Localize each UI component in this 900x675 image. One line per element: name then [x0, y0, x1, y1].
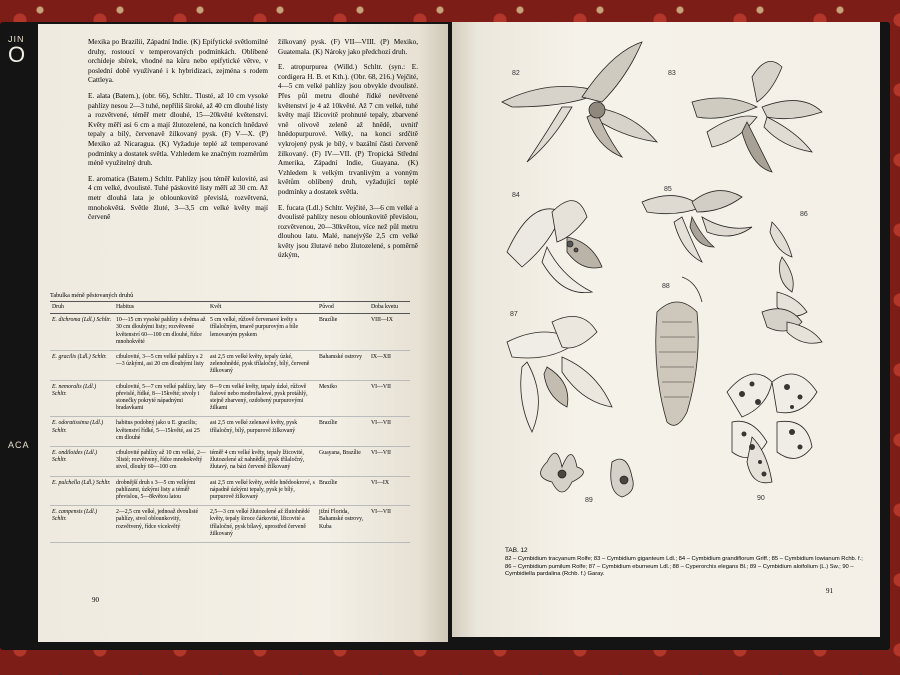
cell-habitus: cibulovité, 3—5 cm velké pahlízy s 2—3 úzkými, asi 20 cm dlouhými listy: [114, 351, 208, 381]
cell-doba: VI—VII: [369, 380, 410, 417]
cell-habitus: drobnější druh s 3—5 cm velkými pahlízami, úzkými listy a téměř převislou, 5—8květou latou: [114, 476, 208, 506]
paragraph: E. fucata (Ldl.) Schltr. Vejčité, 3—6 cm velké a dvoulisté pahlízy nesou oblounkovitě převislou, rozvětvenou, 20—30květou, více než půl metru dlouhou latu. Malé, nanejvýše 2,5 cm velké květy jsou žlutavé nebo žlutozelené, s poměrně úzkým,: [278, 203, 418, 260]
cell-doba: VI—VII: [369, 417, 410, 447]
left-cover-bleed: [8, 36, 38, 596]
figure-number: 86: [800, 211, 808, 218]
orchid-illustrations: [452, 22, 880, 542]
cell-druh: E. dichroma (Ldl.) Schltr.: [50, 314, 114, 351]
caption-text: 82 – Cymbidium tracyanum Rolfe; 83 – Cymbidium giganteum Ldl.; 84 – Cymbidium grandiflorum Griff.; 85 – Cymbidium lowianum Rchb. f.; 86 – Cymbidium pumilum Rolfe; 87 – Cymbidium eburneum Ldl.; 88 – Cyperorchis elegans Bl.; 89 – Cymbidium aloifolium (L.) Sw.; 90 – Cymbidiella pardalina (Rchb. f.) Garay.: [505, 555, 863, 578]
figure-number: 85: [664, 186, 672, 193]
species-table: [50, 301, 410, 543]
paragraph: žilkovaný pysk. (F) VII—VIII. (P) Mexiko, Guatemala. (K) Nároky jako předchozí druh.: [278, 38, 418, 56]
figure-number: 87: [510, 311, 518, 318]
table-row: [50, 380, 410, 417]
orchid-84-illustration: [507, 201, 602, 293]
col-header-kvet: Květ: [208, 302, 317, 314]
col-header-druh: Druh: [50, 302, 114, 314]
table-row: [50, 351, 410, 381]
table-row: [50, 506, 410, 543]
cell-habitus: 2—2,5 cm velké, jednoaž dvoulisté pahlízy, stvol oblounkovitý, rozvětvený, řídce vícekvětý: [114, 506, 208, 543]
table-header-row: [50, 302, 410, 314]
table-row: [50, 417, 410, 447]
figure-number: 89: [585, 497, 593, 504]
cell-doba: VI—VII: [369, 506, 410, 543]
table-row: [50, 476, 410, 506]
orchid-89-illustration: [541, 453, 634, 497]
cell-habitus: cibulovité pahlízy až 10 cm velké, 2—3listé; rozvětvený, řídce mnohokvětý stvol, dlouhý 60—100 cm: [114, 447, 208, 477]
figure-number: 84: [512, 192, 520, 199]
cell-doba: IX—XII: [369, 351, 410, 381]
cell-druh: E. ondiloides (Ldl.) Schltr.: [50, 447, 114, 477]
cell-puvod: Brazílie: [317, 476, 369, 506]
paragraph: Mexika po Brazílii, Západní Indie. (K) Epifytické světlomilné druhy, rostoucí v temperovaných podmínkách. Oblíbené orchideje sbírek, vhodné na kůru nebo epifytické větve, v poslední době využívané i k hybridizaci, zejména s rodem Cattleya.: [88, 38, 268, 85]
figure-number: 82: [512, 70, 520, 77]
cell-habitus: 10—15 cm vysoké pahlízy s dvěma až 30 cm dlouhými listy; rozvětvené květenství 60—100 cm dlouhé, řídce mnohokvěté: [114, 314, 208, 351]
orchid-86-illustration: [762, 222, 822, 343]
paragraph: E. alata (Batem.), (obr. 66), Schltr.. Tlusté, až 10 cm vysoké pahlízy nesou 2—3 tuhé, nepříliš široké, až 40 cm dlouhé listy a rozvětvené, téměř metr dlouhé, 15—20květé květenství. Květy měří asi 6 cm a mají žlutozelené, na koncích hnědavé tepaly a bílý, červenavě žilkovaný pysk. (F) V—X. (P) Mexiko až Nicaragua. (K) Vyžaduje teplé až temperované podmínky a dostatek světla. Vzhledem ke značným rozměrům méně využitelný druh.: [88, 91, 268, 168]
cell-puvod: Bahamské ostrovy: [317, 351, 369, 381]
bleed-big-letter: O: [8, 42, 26, 67]
cell-doba: VIII—IX: [369, 314, 410, 351]
bleed-header: JIN: [8, 36, 25, 44]
orchid-82-illustration: [502, 42, 657, 162]
cell-kvet: téměř 4 cm velké květy, tepaly lžicovité, žlutozelené až nahnědlé, pysk třílaločný, žlutavý, na bázi červeně žilkovaný: [208, 447, 317, 477]
table-row: [50, 447, 410, 477]
cell-doba: VI—VII: [369, 447, 410, 477]
figure-caption: [505, 547, 865, 579]
table-row: [50, 314, 410, 351]
cell-puvod: Brazílie: [317, 417, 369, 447]
left-text-column-1: [88, 38, 268, 229]
cell-doba: VI—IX: [369, 476, 410, 506]
cell-druh: E. pulchella (Ldl.) Schltr.: [50, 476, 114, 506]
orchid-88-illustration: [656, 277, 702, 425]
caption-tab-label: TAB. 12: [505, 547, 528, 554]
orchid-83-illustration: [692, 61, 822, 172]
cell-puvod: jižní Florida, Bahamské ostrovy, Kuba: [317, 506, 369, 543]
page-number-left: 90: [92, 596, 99, 604]
cell-kvet: 2,5—3 cm velké žlutozelené až žlutohnědé květy, tepaly široce čárkovité, lžicovité a třílaločné, pysk bílavý, uprostřed červeně žilkovaný: [208, 506, 317, 543]
cell-habitus: cibulovité, 5—7 cm velké pahlízy, laty převislé, řídké, 8—15květé; stvoly i stonečky pokryté nápadnými bradavkami: [114, 380, 208, 417]
paragraph: E. aromatica (Batem.) Schltr. Pahlízy jsou téměř kulovité, asi 4 cm velké, dvoulisté. Tuhé páskovité listy měří až 30 cm. Až metr dlouhá lata je oblounkovitě převislá, rozvětvená, mnohokvětá. Světle žluté, 3—3,5 cm velké květy mají červeně: [88, 174, 268, 222]
left-text-column-2: [278, 38, 418, 267]
cell-habitus: habitus podobný jako u E. gracilis; květenství řídké, 5—15květé, asi 25 cm dlouhé: [114, 417, 208, 447]
orchid-90-illustration: [727, 374, 817, 483]
paragraph: E. atropurpurea (Willd.) Schltr. (syn.: E. cordigera H. B. et Kth.). (Obr. 68, 216.) Vejčité, 4—5 cm velké pahlízy jsou obvykle dvoulisté. Přes půl metru dlouhé řídké nevětvené květenství je 4 až 10květé. Až 7 cm velké, tuhé květy mají lžicovitě prohnuté tepaly, zbarvené vně olivově zeleně až hnědě, uvnitř hnědopurpurové. Velký, na konci srdčitě vykrojený pysk je bílý, v bazální části červeně žilkovaný. (F) IV—VII. (P) Tropická Střední Amerika, Západní Indie, Guayana. (K) Vzhledem k velkým trvanlivým a vonným květům oblíbený druh, vyžadující teplé podmínky a dostatek světla.: [278, 63, 418, 196]
cell-puvod: Brazílie: [317, 314, 369, 351]
orchid-87-illustration: [507, 316, 612, 432]
cell-druh: E. campensis (Ldl.) Schltr.: [50, 506, 114, 543]
col-header-habitus: Habitus: [114, 302, 208, 314]
page-number-right: 91: [826, 587, 833, 595]
cell-kvet: asi 2,5 cm velké květy, tepaly úzké, zelenohnědé, pysk třílaločný, bílý, červeně žilkovaný: [208, 351, 317, 381]
col-header-doba: Doba kvetu: [369, 302, 410, 314]
figure-number: 90: [757, 495, 765, 502]
cell-druh: E. nemoralis (Ldl.) Schltr.: [50, 380, 114, 417]
figure-number: 88: [662, 283, 670, 290]
cell-puvod: Mexiko: [317, 380, 369, 417]
bleed-bottom-title: ACA: [8, 440, 30, 450]
cell-kvet: asi 2,5 cm velké květy, světle hnědookrové, s nápadně úzkými tepaly, pysk je bílý, purpurově žilkovaný: [208, 476, 317, 506]
cell-kvet: asi 2,5 cm velké zelenavé květy, pysk třílaločný, bílý, purpurově žilkovaný: [208, 417, 317, 447]
table-title: Tabulka méně pěstovaných druhů: [50, 292, 134, 299]
cell-druh: E. gracilis (Ldl.) Schltr.: [50, 351, 114, 381]
cell-puvod: Guayana, Brazílie: [317, 447, 369, 477]
col-header-puvod: Původ: [317, 302, 369, 314]
orchid-85-illustration: [642, 191, 752, 262]
cell-kvet: 8—9 cm velké květy, tepaly úzké, růžově fialové nebo modrofialové, pysk protáhlý, stejně zbarvený, ozdobený purpurovými žilkami: [208, 380, 317, 417]
cell-kvet: 5 cm velké, růžově červenavé květy s třílaločným, tmavě purpurovým a bíle lemovaným pyskem: [208, 314, 317, 351]
cell-druh: E. odoratissima (Ldl.) Schltr.: [50, 417, 114, 447]
figure-number: 83: [668, 70, 676, 77]
